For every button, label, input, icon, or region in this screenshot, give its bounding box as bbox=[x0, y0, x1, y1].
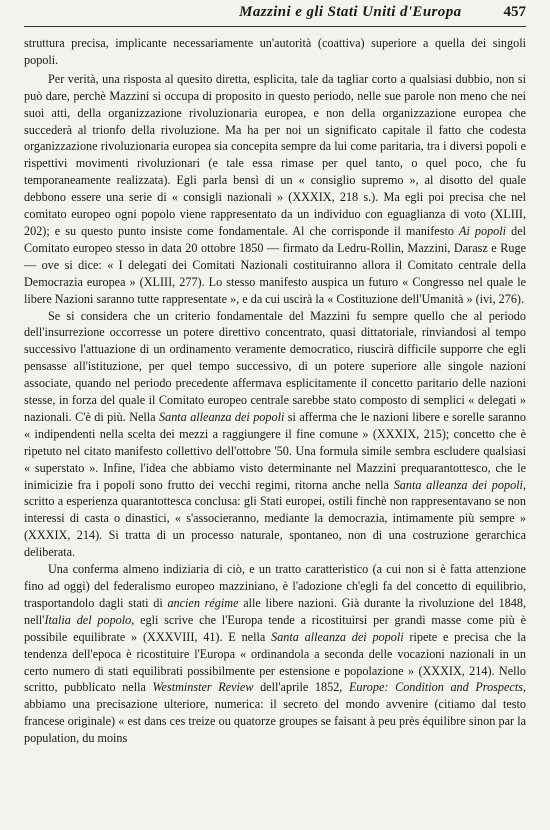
text-segment: Per verità, una risposta al quesito diretta, esplicita, tale da tagliar corto a qualsiasi dubbio, non si può dare, perchè Mazzini si occupa di proposito in questo periodo, nelle sue parole non meno che nei suoi atti, della organizzazione rivoluzionaria europea, e non della organizzazione europea che succederà al trionfo della rivoluzione. Ma ha per noi un significato capitale il fatto che codesta organizzazione rivoluzionaria europea sia concepita sempre da lui come paritaria, tra i diversi popoli e rispettivi movimenti rivoluzionari (e tale essa rimase per quel tanto, o quel poco, che fu temporaneamente realizzata). Egli parla bensì di un « consiglio supremo », al disotto del quale debbono essere una serie di « consigli nazionali » (XXXIX, 218 s.). Ma egli poi precisa che nel comitato europeo ogni popolo viene rappresentato da un individuo con eguaglianza di voto (XLIII, 202); e su questo punto insiste come fondamentale. Al che corrisponde il manifesto bbox=[24, 71, 526, 238]
text-segment: del Comitato europeo stesso in data 20 ottobre 1850 — firmato da Ledru-Rollin, Mazzini, Darasz e Ruge — ove si dice: « I delegati dei Comitati Nazionali costituiranno allora il Comitato centrale della Democrazia europea » (XLIII, 277). Lo stesso manifesto auspica un futuro « Congresso nel quale le libere Nazioni saranno tutte rappresentate », e da cui uscirà la « Costituzione dell'Umanità » (ivi, 276). bbox=[24, 223, 526, 306]
text-segment: si afferma che le nazioni libere e sorelle saranno « indipendenti nella scelta dei mezzi a raggiungere il fine comune » (XXXIX, 215); concetto che è ripetuto nel citato manifesto collettivo dell'ottobre '50. Una formula simile sembra escludere qualsiasi « superstato ». Infine, l'idea che abbiamo visto determinante nel Mazzini prequarantottesco, che le inimicizie fra i popoli sono frutto dei vecchi regimi, ritorna anche nella bbox=[24, 409, 526, 492]
paragraph-continuation bbox=[24, 35, 526, 69]
paragraph-quesito bbox=[24, 71, 526, 308]
text-segment: , abbiamo una precisazione ulteriore, numerica: il secreto del mondo avvenire (citiamo dal testo francese originale) « est dans ces treize ou quatorze groupes se faisant à peu près équilibre sinon par la population, du moins bbox=[24, 680, 527, 746]
paragraph-conferma bbox=[24, 561, 526, 747]
page-number: 457 bbox=[503, 4, 526, 20]
running-title: Mazzini e gli Stati Uniti d'Europa bbox=[239, 4, 462, 20]
page-header bbox=[24, 4, 526, 27]
italic-title: Santa alleanza dei popoli bbox=[271, 629, 404, 644]
italic-title: Westminster Review bbox=[152, 680, 254, 695]
text-segment: ripete e precisa che la tendenza dell'epoca è ricostituire l'Europa « ordinandola a seconda delle vocazioni nazionali in un certo numero di stati equilibrati possibilmente per estensione e popolazione » (XXXIX, 214). Nello scritto, pubblicato nella bbox=[24, 629, 527, 695]
text-segment: dell'aprile 1852, bbox=[253, 680, 349, 695]
text-segment: Se si considera che un criterio fondamentale del Mazzini fu sempre quello che al periodo dell'insurrezione occorresse un potere direttivo concentrato, quasi dittatoriale, rinviandosi al tempo successivo l'attuazione di un ordinamento veramente democratico, riuscirà difficile supporre che egli pensasse all'istituzione, per quel tempo successivo, di un potere superiore alle singole nazioni associate, quando nel periodo precedente affermava esplicitamente il concetto paritario delle nazioni stesse, in forza del quale il Comitato europeo centrale sarebbe stato composto di semplici « delegati » nazionali. C'è di più. Nella bbox=[24, 308, 526, 424]
text-segment: , scritto a esperienza quarantottesca conclusa: gli Stati europei, ostili finchè non rappresentavano se non interessi di casta o dinastici, « s'associeranno, mediante la democrazia, intimamente più sempre » (XXXIX, 214). Si tratta di un processo naturale, spontaneo, non di una costruzione gerarchica deliberata. bbox=[24, 477, 526, 560]
paragraph-criterio bbox=[24, 308, 526, 562]
italic-title: Europe: Condition and Prospects bbox=[348, 680, 523, 695]
text-segment: Una conferma almeno indiziaria di ciò, e un tratto caratteristico (a cui non si è fatta attenzione fino ad oggi) del federalismo europeo mazziniano, è l'adozione ch'egli fa del concetto di equilibrio, trasportandolo dagli stati di bbox=[24, 562, 526, 610]
text-segment: struttura precisa, implicante necessariamente un'autorità (coattiva) superiore a quella dei singoli popoli. bbox=[24, 36, 526, 67]
text-segment: , egli scrive che l'Europa tende a ricostituirsi per grandi masse come più è possibile equilibrate » (XXXVIII, 41). E nella bbox=[24, 612, 526, 644]
text-segment: alle libere nazioni. Già durante la rivoluzione del 1848, nell' bbox=[24, 595, 527, 627]
italic-title: Italia del popolo bbox=[44, 612, 132, 627]
body-text bbox=[24, 35, 526, 747]
italic-title: Ai popoli bbox=[459, 223, 507, 238]
italic-title: Santa alleanza dei popoli bbox=[393, 477, 523, 492]
italic-title: ancien régime bbox=[167, 595, 239, 610]
italic-title: Santa alleanza dei popoli bbox=[159, 409, 285, 424]
